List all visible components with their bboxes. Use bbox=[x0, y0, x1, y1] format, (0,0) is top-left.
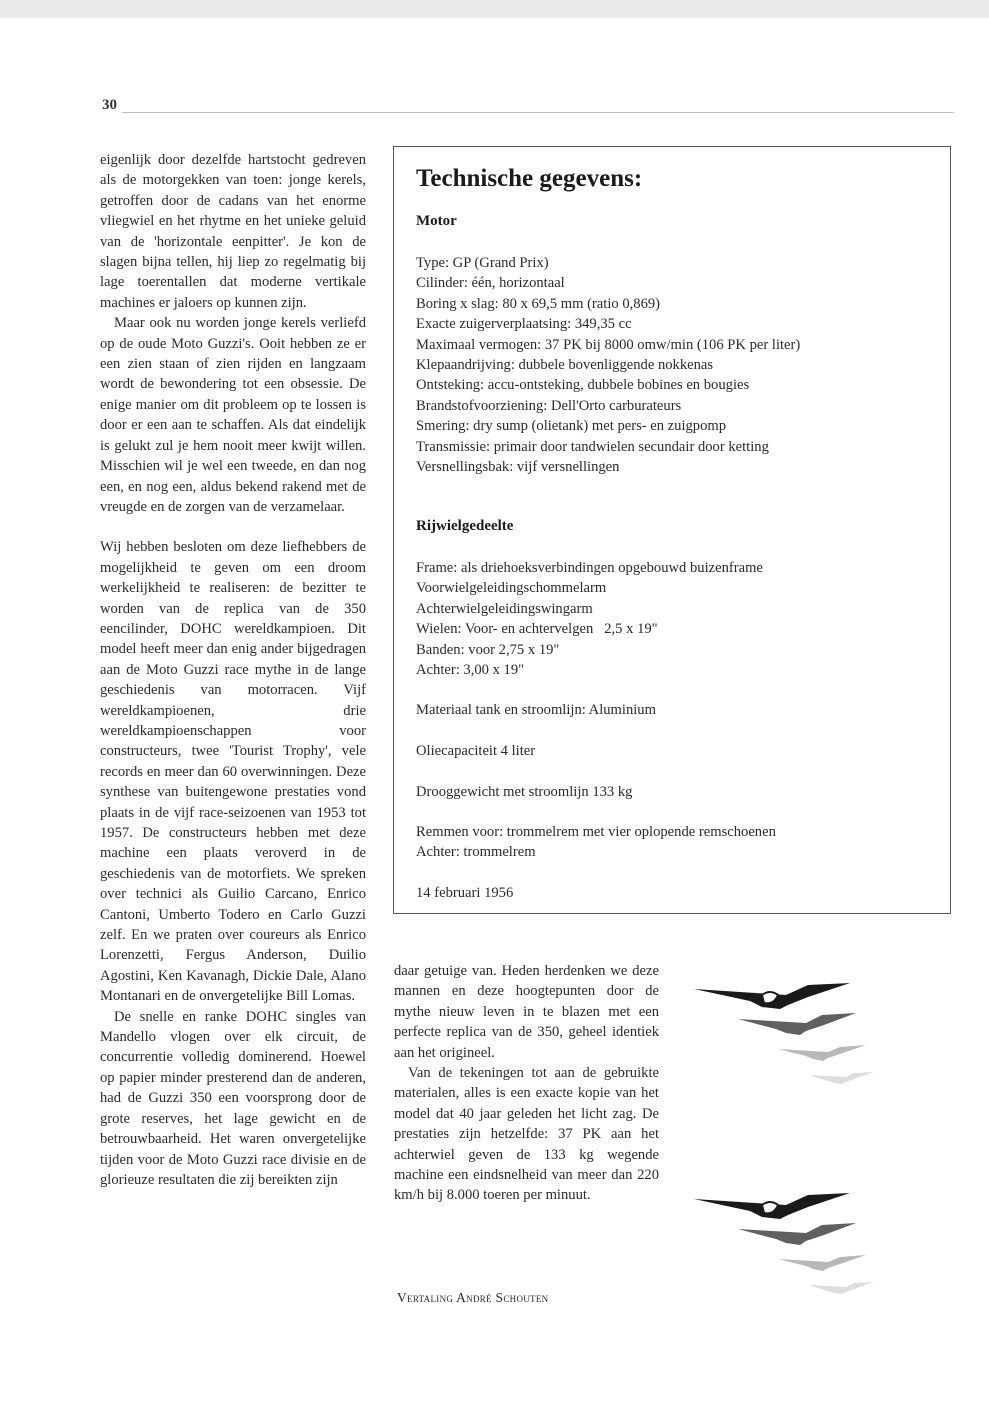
frame-spec-line: Voorwielgeleidingschommelarm bbox=[416, 580, 607, 597]
translation-credit: Vertaling André Schouten bbox=[397, 1290, 549, 1305]
motor-spec-line: Smering: dry sump (olietank) met pers- en zuigpomp bbox=[416, 418, 727, 435]
scan-top-band bbox=[0, 0, 989, 18]
oil-line: Oliecapaciteit 4 liter bbox=[416, 743, 536, 759]
material-line: Materiaal tank en stroomlijn: Aluminium bbox=[416, 702, 656, 718]
mid-paragraph-1: daar getuige van. Heden herdenken we deze mannen en deze hoogtepunten door de mythe nieuw leven in te blazen met een perfecte replica van de 350, geheel identiek aan het origineel. bbox=[394, 963, 659, 1061]
left-paragraph-2: Maar ook nu worden jonge kerels verliefd op de oude Moto Guzzi's. Ooit hebben ze er een zien staan of zien rijden en langzaam wordt de bewondering tot een obsessie. De enige manier om dit probleem op te lossen is door er een aan te schaffen. Als dat eindelijk is gelukt zul je hem nooit meer kwijt willen. Misschien wil je wel een tweede, en dan nog een, en nog een, aldus bekend rakend met de vreugde en de zorgen van de verzamelaar. bbox=[100, 315, 366, 515]
motor-spec-line: Maximaal vermogen: 37 PK bij 8000 omw/min (106 PK per liter) bbox=[416, 336, 801, 353]
motor-spec-line: Type: GP (Grand Prix) bbox=[416, 255, 549, 271]
left-paragraph-1: eigenlijk door dezelfde hartstocht gedreven als de motorgekken van toen: jonge kerels, getroffen door de cadans van het enorme vliegwiel en het rhytme en het unieke geluid van de 'horizontale eenpitter'. Je kon de slagen bijna tellen, hij liep zo regelmatig bij lage toerentallen dat moderne vertikale machines er jaloers op kunnen zijn. bbox=[100, 152, 366, 311]
moto-guzzi-eagle-logo-icon bbox=[688, 975, 898, 1095]
left-paragraph-3: Wij hebben besloten om deze liefhebbers de mogelijkheid te geven om een droom werkelijkheid te realiseren: de bezitter te worden van de replica van de 350 eencilinder, DOHC wereldkampioen. Dit model heeft meer dan enig ander bijgedragen aan de Moto Guzzi race mythe in de lange geschiedenis van motorracen. Vijf wereldkampioenen, drie wereldkampioenschappen voor constructeurs, twee 'Tourist Trophy', vele records en meer dan 60 overwinningen. Deze synthese van buitengewone prestaties vond plaats in de vijf race-seizoenen van 1953 tot 1957. De constructeurs hebben met deze machine een plaats veroverd in de geschiedenis van de motorfiets. We spreken over technici als Guilio Carcano, Enrico Cantoni, Umberto Todero en Carlo Guzzi zelf. En we praten over coureurs als Enrico Lorenzetti, Fergus Anderson, Duilio Agostini, Ken Kavanagh, Dickie Dale, Alano Montanari en de onvergetelijke Bill Lomas. bbox=[100, 539, 366, 1005]
frame-spec-line: Banden: voor 2,75 x 19" bbox=[416, 641, 560, 658]
motor-spec-list bbox=[416, 253, 936, 477]
motor-spec-line: Cilinder: één, horizontaal bbox=[416, 275, 565, 292]
header-rule bbox=[122, 112, 954, 113]
technical-data-box bbox=[393, 146, 951, 914]
frame-spec-list bbox=[416, 558, 936, 680]
motor-spec-line: Versnellingsbak: vijf versnellingen bbox=[416, 459, 620, 476]
frame-spec-line: Wielen: Voor- en achtervelgen 2,5 x 19" bbox=[416, 621, 658, 638]
box-title: Technische gegevens: bbox=[416, 165, 643, 192]
left-column bbox=[100, 150, 366, 1190]
frame-spec-line: Achterwielgeleidingswingarm bbox=[416, 600, 593, 617]
motor-spec-line: Brandstofvoorziening: Dell'Orto carburateurs bbox=[416, 397, 682, 414]
left-paragraph-4: De snelle en ranke DOHC singles van Mandello vlogen over elk circuit, de concurrentie volledig dominerend. Hoewel op papier minder presterend dan de anderen, had de Guzzi 350 een voorsprong door de grote reserves, het lage gewicht en de betrouwbaarheid. Het waren onvergetelijke tijden voor de Moto Guzzi race divisie en de glorieuze resultaten die zij bereikten zijn bbox=[100, 1008, 366, 1188]
page-number: 30 bbox=[102, 97, 117, 113]
brakes-line: Achter: trommelrem bbox=[416, 844, 536, 861]
brakes-list bbox=[416, 822, 936, 863]
frame-spec-line: Achter: 3,00 x 19" bbox=[416, 662, 525, 679]
weight-line: Drooggewicht met stroomlijn 133 kg bbox=[416, 784, 633, 800]
mid-paragraph-2: Van de tekeningen tot aan de gebruikte materialen, alles is een exacte kopie van het model dat 40 jaar geleden het licht zag. De prestaties zijn hetzelfde: 37 PK aan het achterwiel geven de 133 kg wegende machine een eindsnelheid van meer dan 220 km/h bij 8.000 toeren per minuut. bbox=[394, 1065, 659, 1204]
frame-spec-line: Frame: als driehoeksverbindingen opgebouwd buizenframe bbox=[416, 560, 763, 576]
date-line: 14 februari 1956 bbox=[416, 885, 514, 901]
brakes-line: Remmen voor: trommelrem met vier oplopende remschoenen bbox=[416, 824, 776, 840]
motor-heading: Motor bbox=[416, 213, 457, 229]
moto-guzzi-eagle-logo-icon bbox=[688, 1185, 898, 1305]
middle-column bbox=[394, 961, 659, 1206]
frame-heading: Rijwielgedeelte bbox=[416, 518, 514, 534]
motor-spec-line: Exacte zuigerverplaatsing: 349,35 cc bbox=[416, 316, 632, 333]
motor-spec-line: Boring x slag: 80 x 69,5 mm (ratio 0,869) bbox=[416, 295, 661, 312]
motor-spec-line: Ontsteking: accu-ontsteking, dubbele bobines en bougies bbox=[416, 377, 750, 394]
motor-spec-line: Transmissie: primair door tandwielen secundair door ketting bbox=[416, 438, 769, 455]
motor-spec-line: Klepaandrijving: dubbele bovenliggende nokkenas bbox=[416, 357, 714, 374]
